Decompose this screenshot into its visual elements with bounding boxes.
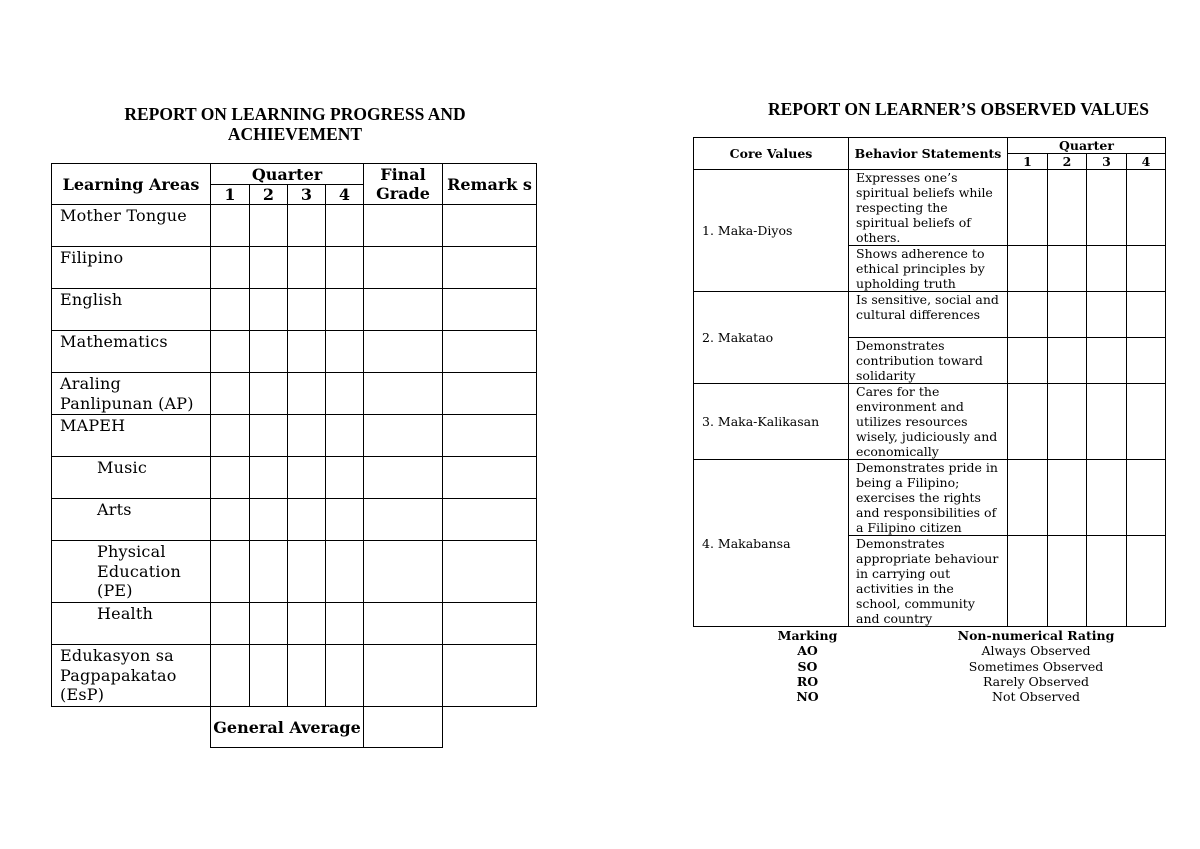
rating-cell[interactable] <box>1008 384 1048 460</box>
grade-cell[interactable] <box>211 373 250 415</box>
table-row <box>52 415 537 457</box>
rating-cell[interactable] <box>1087 536 1127 627</box>
rating-cell[interactable] <box>1127 338 1166 384</box>
table-row <box>52 289 537 331</box>
rating-cell[interactable] <box>1048 338 1087 384</box>
behavior-statement: Shows adherence to ethical principles by upholding truth <box>849 246 1008 292</box>
grade-cell[interactable] <box>250 645 288 707</box>
header-q2: 2 <box>1048 154 1087 170</box>
grade-cell[interactable] <box>211 499 250 541</box>
header-behavior-statements: Behavior Statements <box>849 138 1008 170</box>
header-q4: 4 <box>326 185 364 205</box>
grade-cell[interactable] <box>211 289 250 331</box>
core-value-label: 3. Maka-Kalikasan <box>694 384 849 460</box>
grade-cell[interactable] <box>288 603 326 645</box>
final-grade-cell[interactable] <box>364 247 443 289</box>
rating-cell[interactable] <box>1048 460 1087 536</box>
remarks-cell[interactable] <box>443 415 537 457</box>
grade-cell[interactable] <box>211 205 250 247</box>
remarks-cell[interactable] <box>443 289 537 331</box>
learning-area-label: Filipino <box>52 247 211 289</box>
left-report-title: REPORT ON LEARNING PROGRESS AND ACHIEVEMENT <box>124 104 466 144</box>
header-core-values: Core Values <box>694 138 849 170</box>
general-average-cell[interactable] <box>364 707 443 748</box>
rating-cell[interactable] <box>1008 170 1048 246</box>
right-report-title: REPORT ON LEARNER’S OBSERVED VALUES <box>768 99 1149 119</box>
behavior-statement: Demonstrates pride in being a Filipino; exercises the rights and responsibilities of a Filipino citizen <box>849 460 1008 536</box>
grade-cell[interactable] <box>211 331 250 373</box>
grade-cell[interactable] <box>250 603 288 645</box>
legend-rating: Not Observed <box>992 689 1080 705</box>
legend-mark: SO <box>797 658 818 674</box>
rating-cell[interactable] <box>1127 460 1166 536</box>
header-q4: 4 <box>1127 154 1166 170</box>
header-quarter: Quarter <box>211 164 364 185</box>
learning-area-label: Araling Panlipunan (AP) <box>52 373 211 415</box>
observed-values-table <box>693 137 1166 627</box>
rating-cell[interactable] <box>1127 384 1166 460</box>
learning-area-label: Music <box>52 457 211 499</box>
grade-cell[interactable] <box>288 645 326 707</box>
learning-area-label: Mother Tongue <box>52 205 211 247</box>
final-grade-cell[interactable] <box>364 331 443 373</box>
final-grade-cell[interactable] <box>364 541 443 603</box>
learning-area-label: Arts <box>52 499 211 541</box>
final-grade-cell[interactable] <box>364 373 443 415</box>
behavior-statement: Demonstrates contribution toward solidarity <box>849 338 1008 384</box>
grade-cell[interactable] <box>250 457 288 499</box>
table-row <box>52 205 537 247</box>
table-row <box>694 170 1166 246</box>
grade-cell[interactable] <box>250 205 288 247</box>
learning-area-label: MAPEH <box>52 415 211 457</box>
table-row <box>52 603 537 645</box>
grade-cell[interactable] <box>326 289 364 331</box>
remarks-cell[interactable] <box>443 541 537 603</box>
grade-cell[interactable] <box>250 289 288 331</box>
grade-cell[interactable] <box>288 415 326 457</box>
grade-cell[interactable] <box>326 205 364 247</box>
table-row <box>694 384 1166 460</box>
table-row <box>52 541 537 603</box>
remarks-cell[interactable] <box>443 205 537 247</box>
table-row <box>52 331 537 373</box>
remarks-cell[interactable] <box>443 373 537 415</box>
final-grade-cell[interactable] <box>364 289 443 331</box>
final-grade-cell[interactable] <box>364 415 443 457</box>
behavior-statement: Is sensitive, social and cultural differences <box>849 292 1008 338</box>
header-q1: 1 <box>1008 154 1048 170</box>
remarks-cell[interactable] <box>443 247 537 289</box>
legend-rating: Sometimes Observed <box>968 658 1104 674</box>
legend-rating-header: Non-numerical Rating <box>957 628 1115 643</box>
remarks-cell[interactable] <box>443 645 537 707</box>
behavior-statement: Expresses one’s spiritual beliefs while respecting the spiritual beliefs of others. <box>849 170 1008 246</box>
grade-cell[interactable] <box>211 457 250 499</box>
rating-cell[interactable] <box>1048 536 1087 627</box>
grade-cell[interactable] <box>326 541 364 603</box>
header-quarter: Quarter <box>1008 138 1166 154</box>
rating-cell[interactable] <box>1087 460 1127 536</box>
rating-cell[interactable] <box>1087 384 1127 460</box>
rating-cell[interactable] <box>1087 338 1127 384</box>
table-row <box>52 247 537 289</box>
grade-cell[interactable] <box>250 541 288 603</box>
rating-cell[interactable] <box>1087 246 1127 292</box>
final-grade-cell[interactable] <box>364 645 443 707</box>
grade-cell[interactable] <box>326 499 364 541</box>
grade-cell[interactable] <box>326 373 364 415</box>
legend-mark: RO <box>796 673 819 689</box>
grade-cell[interactable] <box>250 373 288 415</box>
core-value-label: 1. Maka-Diyos <box>694 170 849 292</box>
behavior-statement: Cares for the environment and utilizes resources wisely, judiciously and economically <box>849 384 1008 460</box>
grade-cell[interactable] <box>288 541 326 603</box>
rating-cell[interactable] <box>1008 536 1048 627</box>
grade-cell[interactable] <box>288 331 326 373</box>
rating-cell[interactable] <box>1127 170 1166 246</box>
header-q1: 1 <box>211 185 250 205</box>
final-grade-cell[interactable] <box>364 499 443 541</box>
remarks-cell[interactable] <box>443 457 537 499</box>
learning-area-label: Physical Education (PE) <box>52 541 211 603</box>
grade-cell[interactable] <box>211 541 250 603</box>
legend-rating: Always Observed <box>981 643 1091 659</box>
general-average-row <box>52 707 537 748</box>
grade-cell[interactable] <box>211 603 250 645</box>
rating-cell[interactable] <box>1048 246 1087 292</box>
rating-cell[interactable] <box>1048 292 1087 338</box>
header-q3: 3 <box>288 185 326 205</box>
grade-cell[interactable] <box>326 415 364 457</box>
grade-cell[interactable] <box>250 247 288 289</box>
final-grade-cell[interactable] <box>364 457 443 499</box>
rating-cell[interactable] <box>1087 292 1127 338</box>
grade-cell[interactable] <box>250 331 288 373</box>
final-grade-cell[interactable] <box>364 603 443 645</box>
rating-cell[interactable] <box>1127 246 1166 292</box>
rating-cell[interactable] <box>1087 170 1127 246</box>
table-row <box>694 460 1166 536</box>
header-remarks: Remark s <box>443 164 537 205</box>
learning-progress-table <box>51 163 537 748</box>
grade-cell[interactable] <box>211 247 250 289</box>
grade-cell[interactable] <box>326 247 364 289</box>
legend-mark: NO <box>796 689 819 705</box>
grade-cell[interactable] <box>288 373 326 415</box>
header-q2: 2 <box>250 185 288 205</box>
rating-cell[interactable] <box>1048 384 1087 460</box>
header-final-grade: Final Grade <box>364 164 443 205</box>
grade-cell[interactable] <box>288 499 326 541</box>
legend-mark: AO <box>797 643 818 659</box>
rating-cell[interactable] <box>1008 338 1048 384</box>
final-grade-cell[interactable] <box>364 205 443 247</box>
table-row <box>52 373 537 415</box>
grade-cell[interactable] <box>326 603 364 645</box>
grade-cell[interactable] <box>288 247 326 289</box>
header-q3: 3 <box>1087 154 1127 170</box>
learning-area-label: Health <box>52 603 211 645</box>
learning-area-label: English <box>52 289 211 331</box>
rating-cell[interactable] <box>1127 536 1166 627</box>
grade-cell[interactable] <box>288 457 326 499</box>
grade-cell[interactable] <box>211 415 250 457</box>
core-value-label: 4. Makabansa <box>694 460 849 627</box>
grade-cell[interactable] <box>326 331 364 373</box>
grade-cell[interactable] <box>326 457 364 499</box>
grade-cell[interactable] <box>288 289 326 331</box>
header-learning-areas: Learning Areas <box>52 164 211 205</box>
grade-cell[interactable] <box>211 645 250 707</box>
legend-marking-header: Marking <box>777 628 838 643</box>
table-row <box>52 457 537 499</box>
rating-cell[interactable] <box>1127 292 1166 338</box>
rating-cell[interactable] <box>1008 460 1048 536</box>
remarks-cell[interactable] <box>443 499 537 541</box>
learning-area-label: Mathematics <box>52 331 211 373</box>
table-row <box>52 499 537 541</box>
remarks-cell[interactable] <box>443 331 537 373</box>
behavior-statement: Demonstrates appropriate behaviour in carrying out activities in the school, community and country <box>849 536 1008 627</box>
table-row <box>52 645 537 707</box>
remarks-cell[interactable] <box>443 603 537 645</box>
grade-cell[interactable] <box>250 499 288 541</box>
rating-cell[interactable] <box>1048 170 1087 246</box>
grade-cell[interactable] <box>288 205 326 247</box>
learning-area-label: Edukasyon sa Pagpapakatao (EsP) <box>52 645 211 707</box>
general-average-label: General Average <box>211 707 364 748</box>
rating-cell[interactable] <box>1008 292 1048 338</box>
table-row <box>694 292 1166 338</box>
legend-rating: Rarely Observed <box>982 673 1090 689</box>
rating-cell[interactable] <box>1008 246 1048 292</box>
grade-cell[interactable] <box>326 645 364 707</box>
core-value-label: 2. Makatao <box>694 292 849 384</box>
grade-cell[interactable] <box>250 415 288 457</box>
